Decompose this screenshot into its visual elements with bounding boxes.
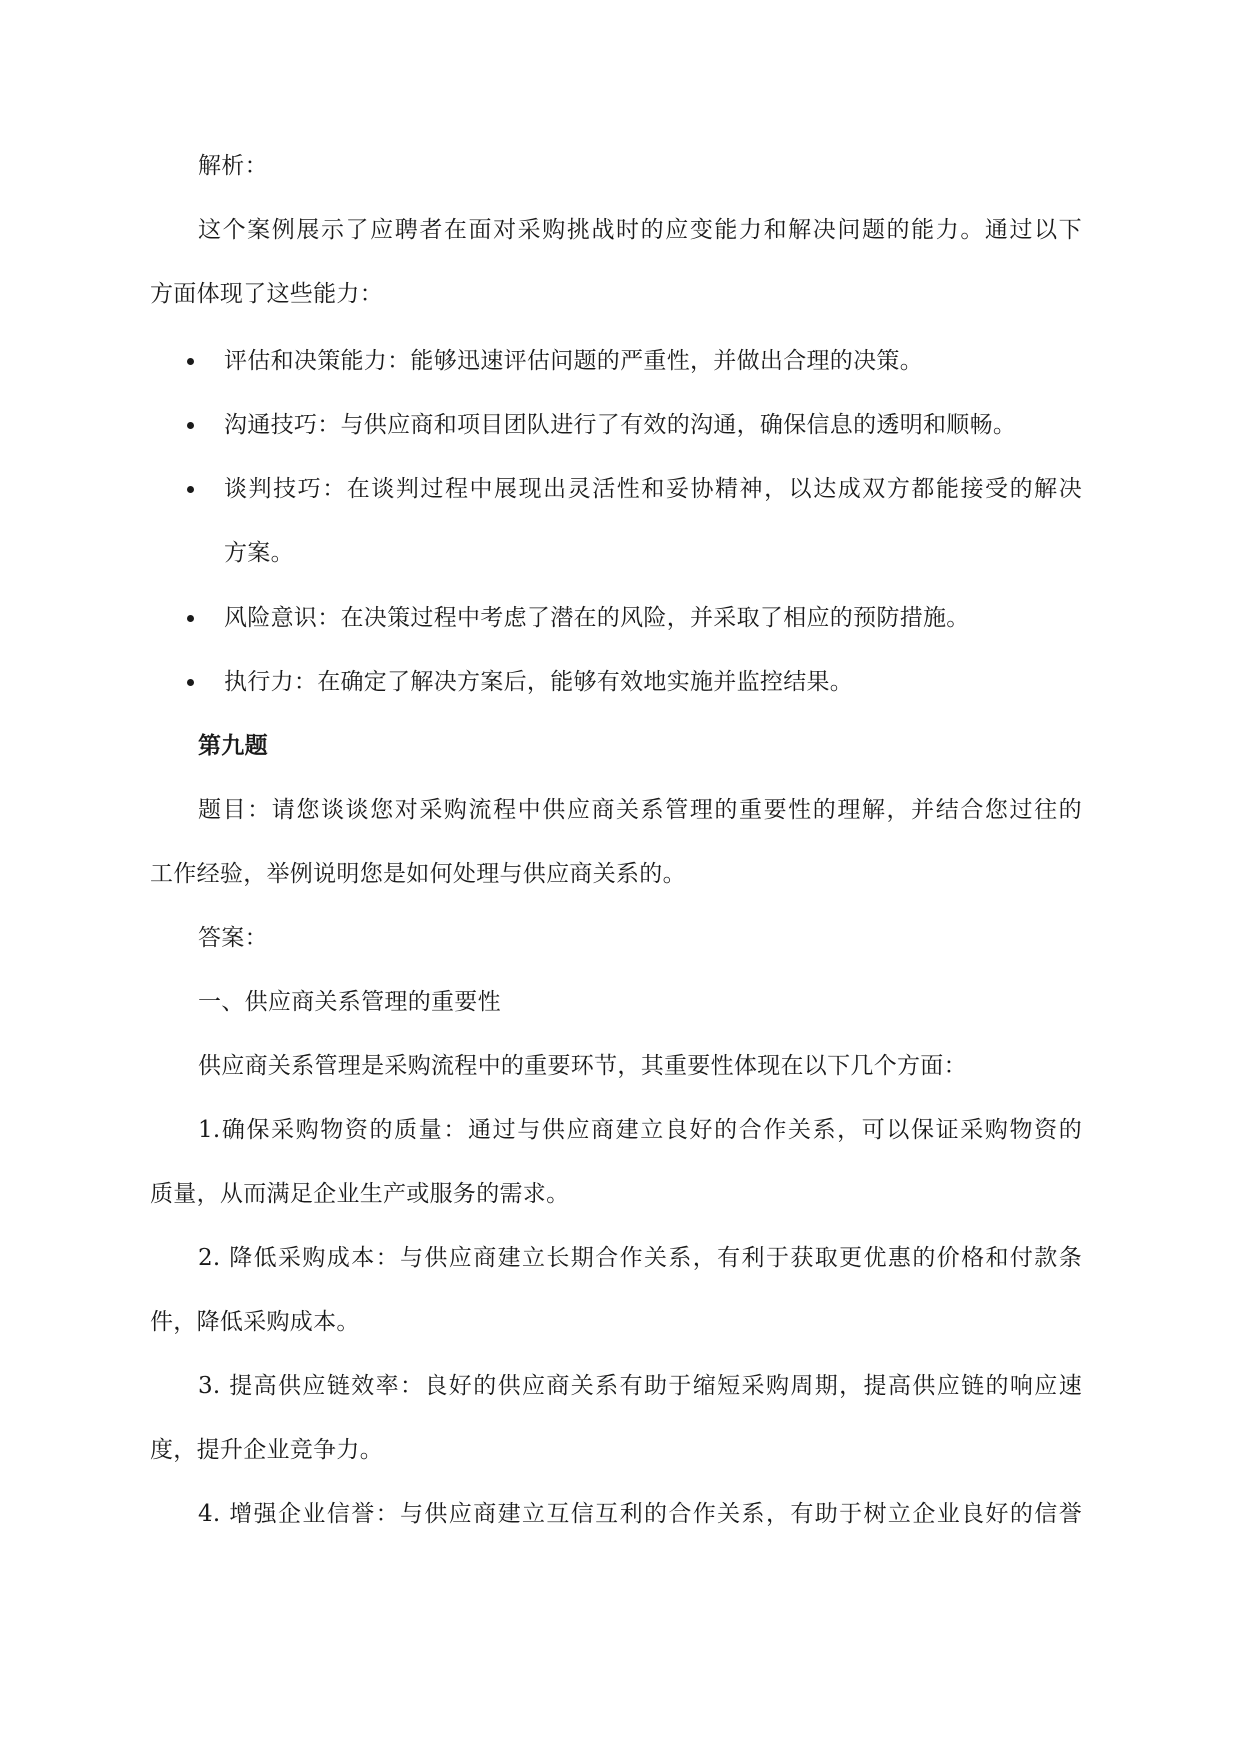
analysis-intro-line-2: 方面体现了这些能力： <box>150 281 383 307</box>
section-heading: 一、供应商关系管理的重要性 <box>198 989 501 1015</box>
bullet-item-2: 沟通技巧：与供应商和项目团队进行了有效的沟通，确保信息的透明和顺畅。 <box>224 412 1017 438</box>
question-line-2: 工作经验，举例说明您是如何处理与供应商关系的。 <box>150 861 686 887</box>
bullet-item-3: 谈判技巧：在谈判过程中展现出灵活性和妥协精神，以达成双方都能接受的解决 <box>224 476 1082 502</box>
answer-label: 答案： <box>198 925 268 951</box>
point-3-line-2: 度，提升企业竞争力。 <box>150 1437 383 1463</box>
question-heading: 第九题 <box>198 732 268 759</box>
bullet-item-4: 风险意识：在决策过程中考虑了潜在的风险，并采取了相应的预防措施。 <box>224 605 970 631</box>
question-line-1: 题目：请您谈谈您对采购流程中供应商关系管理的重要性的理解，并结合您过往的 <box>198 797 1082 823</box>
point-1-line-2: 质量，从而满足企业生产或服务的需求。 <box>150 1181 570 1207</box>
bullet-dot <box>187 358 194 365</box>
point-2-line-2: 件，降低采购成本。 <box>150 1309 360 1335</box>
bullet-dot <box>187 679 194 686</box>
bullet-item-3-continued: 方案。 <box>224 540 294 566</box>
bullet-item-5: 执行力：在确定了解决方案后，能够有效地实施并监控结果。 <box>224 669 854 695</box>
analysis-intro-line-1: 这个案例展示了应聘者在面对采购挑战时的应变能力和解决问题的能力。通过以下 <box>198 217 1082 243</box>
bullet-dot <box>187 422 194 429</box>
bullet-dot <box>187 486 194 493</box>
point-1-line-1: 1.确保采购物资的质量：通过与供应商建立良好的合作关系，可以保证采购物资的 <box>198 1117 1082 1143</box>
section-intro: 供应商关系管理是采购流程中的重要环节，其重要性体现在以下几个方面： <box>198 1053 967 1079</box>
point-2-line-1: 2. 降低采购成本：与供应商建立长期合作关系，有利于获取更优惠的价格和付款条 <box>198 1245 1082 1271</box>
point-4-line-1: 4. 增强企业信誉：与供应商建立互信互利的合作关系，有助于树立企业良好的信誉 <box>198 1501 1082 1527</box>
bullet-item-1: 评估和决策能力：能够迅速评估问题的严重性，并做出合理的决策。 <box>224 348 923 374</box>
analysis-label: 解析： <box>198 153 268 179</box>
point-3-line-1: 3. 提高供应链效率：良好的供应商关系有助于缩短采购周期，提高供应链的响应速 <box>198 1373 1082 1399</box>
bullet-dot <box>187 615 194 622</box>
